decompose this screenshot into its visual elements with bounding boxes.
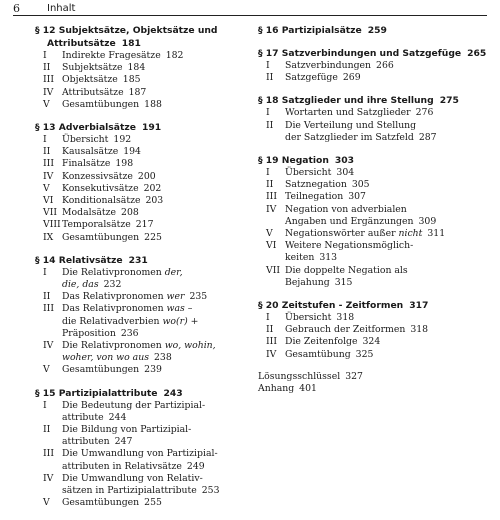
chapter-page-number: 317 [409, 300, 429, 312]
entry-title: Gesamtübungen 225 [62, 231, 162, 243]
toc-entry[interactable] [35, 473, 250, 497]
chapter-title[interactable] [258, 299, 488, 312]
chapter-page-number: 303 [334, 155, 355, 167]
chapter-title-text: § 17 Satzverbindungen und Satzgefüge [258, 48, 462, 59]
entry-numeral: VIII [43, 219, 61, 231]
chapter-title-text: § 16 Partizipialsätze [258, 25, 362, 36]
toc-entry[interactable] [35, 195, 250, 207]
toc-entry[interactable] [258, 179, 488, 191]
entry-title: Negationswörter außer nicht 311 [285, 228, 446, 240]
entry-title: Gesamtübungen 255 [62, 497, 162, 509]
chapter-page-number: 265 [467, 48, 487, 59]
chapter-title[interactable] [258, 154, 488, 167]
toc-entry[interactable] [258, 60, 488, 72]
toc-entry[interactable] [35, 50, 250, 62]
entry-title: Teilnegation 307 [285, 191, 366, 203]
page-number: 6 [13, 2, 20, 15]
toc-column-right [258, 24, 488, 395]
chapter-title-text: § 18 Satzglieder und ihre Stellung [258, 95, 434, 107]
toc-entry[interactable] [258, 240, 488, 264]
entry-numeral: IV [43, 472, 54, 484]
toc-entry[interactable] [35, 158, 250, 170]
entry-title: Attributsätze 187 [62, 86, 147, 98]
entry-page-number: 185 [122, 74, 141, 86]
toc-entry[interactable] [35, 99, 250, 111]
toc-entry[interactable] [35, 424, 250, 448]
entry-title: Finalsätze 198 [62, 158, 134, 170]
chapter-entry [35, 387, 250, 510]
entry-numeral: II [266, 324, 274, 336]
chapter-entry [35, 24, 250, 111]
entry-numeral: III [266, 191, 278, 203]
entry-numeral: IX [43, 231, 54, 243]
entry-numeral: V [266, 228, 273, 240]
entry-title: Übersicht 192 [62, 134, 132, 146]
entry-page-number: 325 [355, 348, 374, 360]
entry-title: Weitere Negationsmöglich- keiten 313 [285, 240, 414, 264]
entry-numeral: II [43, 291, 51, 303]
entry-page-number: 187 [128, 86, 147, 98]
toc-entry[interactable] [258, 324, 488, 336]
entry-title: Satzverbindungen 266 [285, 60, 394, 71]
entry-page-number: 235 [189, 291, 208, 303]
chapter-title-text: § 15 Partizipialattribute [35, 387, 158, 399]
toc-entry[interactable] [258, 120, 488, 144]
entry-numeral: II [266, 72, 274, 84]
toc-entry[interactable] [35, 87, 250, 99]
toc-entry[interactable] [35, 340, 250, 364]
chapter-entry [258, 154, 488, 289]
entry-title: Die Verteilung und Stellung der Satzglieder im Satzfeld 287 [285, 119, 437, 143]
entry-page-number: 184 [127, 62, 146, 74]
entry-page-number: 182 [165, 50, 184, 61]
chapter-title-text: § 19 Negation [258, 155, 329, 167]
entry-title: Konzessivsätze 200 [62, 170, 156, 182]
chapter-title[interactable] [35, 387, 250, 400]
entry-numeral: I [266, 107, 270, 119]
toc-column-left [35, 24, 250, 520]
entry-numeral: III [43, 303, 55, 315]
entry-numeral: VI [43, 195, 54, 207]
entry-title: Negation von adverbialen Angaben und Ergänzungen 309 [285, 203, 437, 227]
toc-entry[interactable] [258, 72, 488, 84]
entry-page-number: 276 [415, 107, 434, 119]
entry-numeral: I [266, 60, 270, 71]
entry-title: Die Umwandlung von Partizipial- attributen in Relativsätze 249 [62, 448, 218, 472]
entry-page-number: 217 [135, 219, 154, 231]
chapter-entry [258, 94, 488, 144]
entry-title: Gesamtübungen 188 [62, 98, 162, 110]
entry-title: Das Relativpronomen wer 235 [62, 291, 208, 303]
entry-page-number: 318 [410, 324, 429, 336]
entry-title: Die Relativpronomen der, die, das 232 [62, 266, 183, 291]
entry-numeral: IV [43, 86, 54, 98]
entry-page-number: 194 [123, 146, 141, 158]
entry-numeral: III [43, 158, 55, 170]
toc-entry[interactable] [35, 364, 250, 376]
chapter-entry [258, 47, 488, 84]
entry-page-number: 249 [186, 460, 205, 472]
toc-entry[interactable] [35, 74, 250, 86]
toc-entry[interactable] [258, 383, 488, 395]
entry-title: Satzgefüge 269 [285, 72, 361, 84]
chapter-entry [258, 24, 488, 37]
entry-page-number: 305 [351, 179, 370, 191]
entry-page-number: 202 [143, 182, 162, 194]
entry-title: Gesamtübungen 239 [62, 364, 162, 376]
entry-page-number: 315 [334, 276, 353, 288]
entry-page-number: 253 [201, 485, 220, 497]
entry-page-number: 225 [144, 231, 162, 243]
entry-page-number: 200 [137, 170, 156, 182]
entry-title: Gesamtübung 325 [285, 348, 374, 360]
toc-entry[interactable] [35, 232, 250, 244]
entry-numeral: V [43, 182, 50, 194]
chapter-title-text: § 13 Adverbialsätze [35, 122, 136, 134]
toc-entry[interactable] [35, 146, 250, 158]
chapter-title[interactable] [35, 24, 250, 50]
entry-numeral: I [266, 312, 270, 324]
chapter-page-number: 181 [121, 38, 141, 49]
entry-page-number: 188 [144, 98, 162, 110]
toc-entry[interactable] [258, 167, 488, 179]
toc-entry[interactable] [35, 134, 250, 146]
chapter-title[interactable] [258, 24, 488, 37]
entry-numeral: II [43, 62, 51, 74]
entry-numeral: VII [43, 207, 58, 219]
entry-numeral: VII [266, 264, 281, 276]
entry-page-number: 236 [120, 327, 139, 339]
chapter-title-text: § 20 Zeitstufen - Zeitformen [258, 300, 404, 312]
entry-page-number: 313 [319, 252, 338, 264]
toc-entry[interactable] [35, 448, 250, 472]
toc-entry[interactable] [35, 219, 250, 231]
toc-entry[interactable] [35, 267, 250, 291]
entry-numeral: I [43, 50, 47, 61]
chapter-page-number: 191 [141, 122, 162, 134]
entry-numeral: I [266, 167, 270, 179]
entry-numeral: III [43, 74, 55, 86]
entry-page-number: 266 [376, 60, 394, 71]
toc-entry[interactable] [35, 207, 250, 219]
entry-title: Kausalsätze 194 [62, 146, 141, 158]
toc-entry[interactable] [258, 204, 488, 228]
entry-title: Die Bedeutung der Partizipial- attribute 244 [62, 399, 206, 423]
entry-page-number: 247 [114, 436, 133, 448]
entry-title: Die Bildung von Partizipial- attributen 247 [62, 424, 192, 448]
entry-title: Die Zeitenfolge 324 [285, 336, 381, 348]
entry-numeral: II [43, 146, 51, 158]
entry-numeral: V [43, 98, 50, 110]
entry-page-number: 307 [348, 191, 366, 203]
entry-page-number: 287 [418, 131, 437, 143]
entry-numeral: V [43, 364, 50, 376]
entry-title: Objektsätze 185 [62, 74, 141, 86]
entry-numeral: IV [43, 170, 54, 182]
toc-entry[interactable] [258, 371, 488, 383]
entry-title: Die Relativpronomen wo, wohin, woher, von wo aus 238 [62, 340, 216, 364]
chapter-entry [258, 299, 488, 361]
entry-numeral: III [43, 448, 55, 460]
chapter-title[interactable] [35, 121, 250, 134]
entry-title: Übersicht 304 [285, 167, 355, 179]
entry-page-number: 255 [144, 497, 162, 509]
running-head: Inhalt [47, 3, 76, 14]
entry-page-number: 239 [144, 364, 162, 376]
chapter-title[interactable] [35, 254, 250, 267]
entry-numeral: I [43, 134, 47, 146]
toc-entry[interactable] [35, 62, 250, 74]
chapter-page-number: 231 [128, 254, 148, 266]
entry-title: Modalsätze 208 [62, 207, 139, 219]
toc-entry[interactable] [258, 107, 488, 119]
entry-page-number: 304 [336, 167, 355, 179]
entry-page-number: 311 [427, 228, 446, 240]
entry-page-number: 269 [342, 72, 361, 84]
entry-numeral: V [43, 497, 50, 509]
entry-page-number: 327 [345, 370, 363, 382]
entry-numeral: IV [43, 340, 54, 352]
toc-entry[interactable] [258, 349, 488, 361]
toc-entry[interactable] [35, 303, 250, 340]
entry-numeral: I [43, 399, 47, 411]
entry-title: Die doppelte Negation als Bejahung 315 [285, 264, 408, 288]
entry-title: Indirekte Fragesätze 182 [62, 50, 184, 61]
toc-entry[interactable] [258, 191, 488, 203]
chapter-title-text: § 14 Relativsätze [35, 254, 123, 266]
toc-entry[interactable] [35, 183, 250, 195]
entry-numeral: II [266, 179, 274, 191]
entry-page-number: 203 [145, 195, 164, 207]
toc-entry[interactable] [35, 497, 250, 509]
entry-numeral: I [43, 266, 47, 278]
entry-page-number: 318 [336, 312, 355, 324]
chapter-page-number: 275 [439, 95, 459, 107]
chapter-title[interactable] [258, 47, 488, 60]
entry-page-number: 309 [418, 215, 437, 227]
entry-numeral: II [43, 424, 51, 436]
entry-title: Konsekutivsätze 202 [62, 182, 162, 194]
entry-title: Die Umwandlung von Relativ- sätzen in Partizipialattribute 253 [62, 472, 220, 497]
appendix-entries [258, 371, 488, 395]
entry-title: Lösungsschlüssel [258, 370, 341, 382]
entry-numeral: IV [266, 348, 277, 360]
header-rule [13, 15, 487, 16]
entry-title: Gebrauch der Zeitformen 318 [285, 324, 429, 336]
chapter-page-number: 259 [367, 25, 387, 36]
entry-page-number: 244 [108, 411, 127, 423]
entry-title: Das Relativpronomen was – die Relativadverbien wo(r) + Präposition 236 [62, 303, 199, 339]
toc-entry[interactable] [258, 336, 488, 348]
entry-title: Subjektsätze 184 [62, 62, 146, 74]
entry-title: Übersicht 318 [285, 312, 355, 324]
entry-page-number: 232 [103, 279, 122, 291]
chapter-page-number: 243 [163, 387, 183, 399]
toc-entry[interactable] [35, 291, 250, 303]
entry-title: Satznegation 305 [285, 179, 370, 191]
entry-page-number: 324 [362, 336, 381, 348]
entry-title: Anhang [258, 383, 295, 395]
entry-numeral: III [266, 336, 278, 348]
entry-page-number: 208 [121, 207, 139, 219]
entry-numeral: II [266, 119, 274, 131]
entry-title: Wortarten und Satzglieder 276 [285, 107, 434, 119]
entry-numeral: VI [266, 240, 277, 252]
entry-title: Konditionalsätze 203 [62, 195, 164, 207]
entry-title: Temporalsätze 217 [62, 219, 154, 231]
toc-entry[interactable] [258, 265, 488, 289]
entry-page-number: 192 [113, 134, 132, 146]
chapter-entry [35, 121, 250, 244]
toc-entry[interactable] [258, 228, 488, 240]
entry-numeral: IV [266, 203, 277, 215]
entry-page-number: 401 [299, 383, 317, 395]
toc-entry[interactable] [35, 171, 250, 183]
chapter-entry [35, 254, 250, 377]
entry-page-number: 238 [153, 352, 172, 364]
chapter-title[interactable] [258, 94, 488, 107]
entry-page-number: 198 [115, 158, 134, 170]
toc-entry[interactable] [35, 400, 250, 424]
chapter-title-text: § 12 Subjektsätze, Objektsätze und Attributsätze [35, 25, 218, 49]
toc-entry[interactable] [258, 312, 488, 324]
